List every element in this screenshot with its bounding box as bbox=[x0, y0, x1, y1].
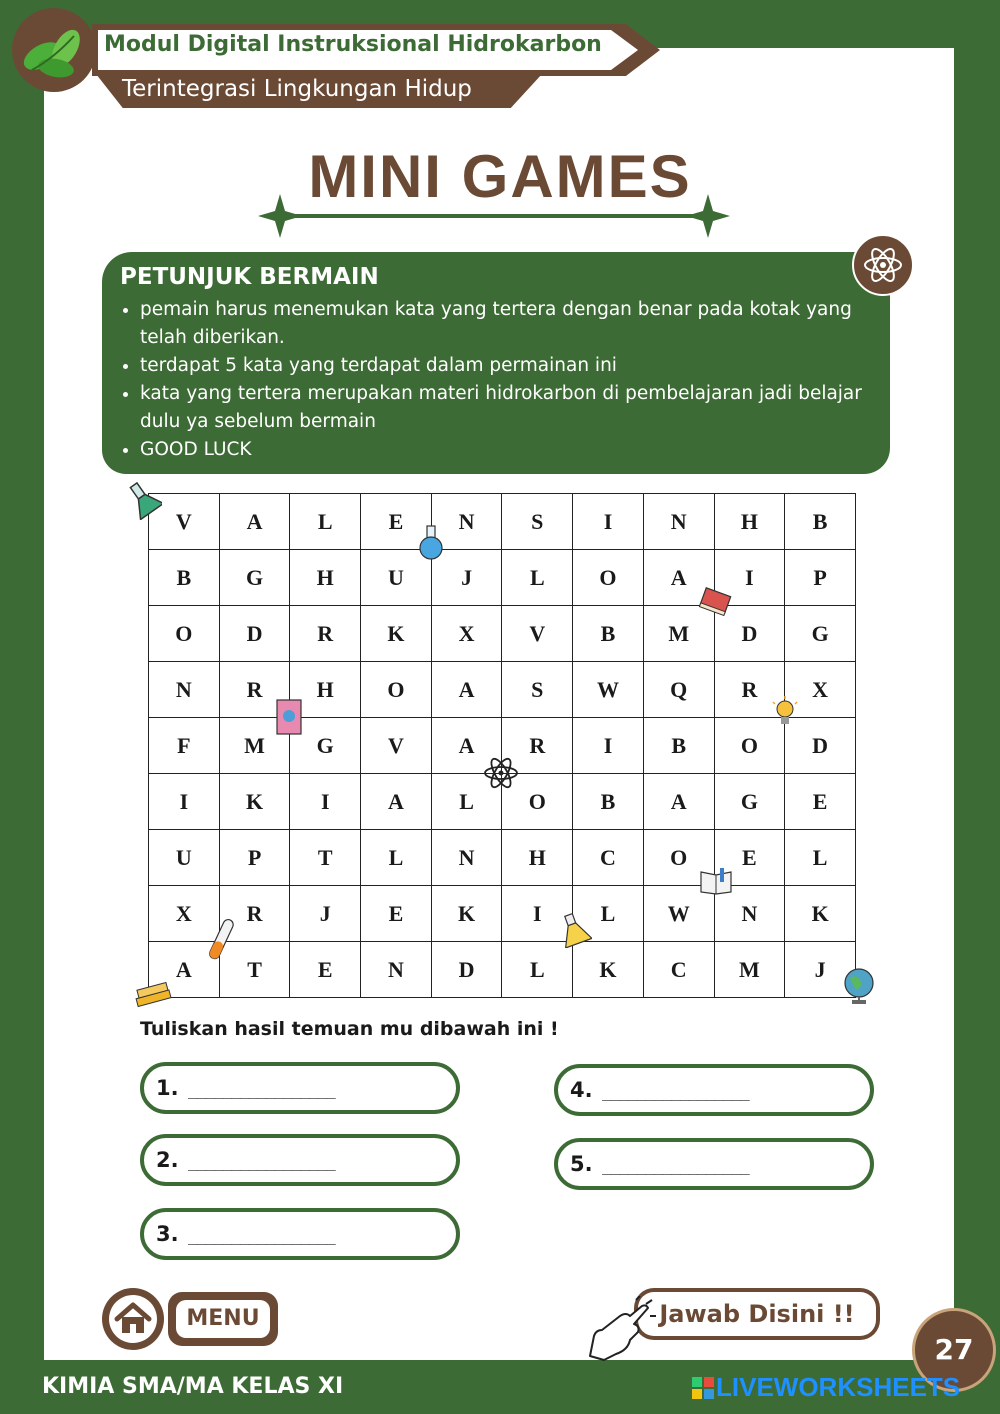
grid-cell[interactable]: W bbox=[643, 886, 714, 942]
module-subtitle: Terintegrasi Lingkungan Hidup bbox=[122, 76, 472, 102]
grid-cell[interactable]: I bbox=[714, 550, 785, 606]
answer-here-label: Jawab Disini !! bbox=[638, 1292, 876, 1336]
grid-cell[interactable]: P bbox=[785, 550, 856, 606]
answer-field-3[interactable] bbox=[140, 1208, 460, 1260]
word-search-grid bbox=[148, 493, 856, 998]
notebook-icon bbox=[274, 698, 304, 736]
grid-cell[interactable]: H bbox=[502, 830, 573, 886]
instructions-panel bbox=[102, 252, 890, 474]
pointing-hand-icon bbox=[580, 1296, 660, 1362]
module-title: Modul Digital Instruksional Hidrokarbon bbox=[104, 32, 602, 57]
home-button-inner bbox=[109, 1295, 157, 1343]
answer-here-button[interactable] bbox=[634, 1288, 880, 1340]
book-icon bbox=[698, 586, 734, 618]
grid-cell[interactable]: I bbox=[290, 774, 361, 830]
instruction-item: • pemain harus menemukan kata yang tertera dengan benar pada kotak yang telah diberikan. bbox=[140, 296, 902, 352]
grid-cell[interactable]: O bbox=[361, 662, 432, 718]
grid-cell[interactable]: G bbox=[290, 718, 361, 774]
grid-row bbox=[149, 494, 856, 550]
grid-cell[interactable]: M bbox=[219, 718, 290, 774]
grid-cell[interactable]: J bbox=[785, 942, 856, 998]
grid-cell[interactable]: K bbox=[219, 774, 290, 830]
instruction-item: • terdapat 5 kata yang terdapat dalam permainan ini bbox=[140, 352, 902, 380]
answer-number: 2. bbox=[156, 1148, 179, 1172]
round-flask-icon bbox=[414, 524, 448, 560]
grid-cell[interactable]: X bbox=[431, 606, 502, 662]
answer-field-1[interactable] bbox=[140, 1062, 460, 1114]
grid-cell[interactable]: H bbox=[290, 662, 361, 718]
instructions-list bbox=[120, 296, 902, 464]
grid-cell[interactable]: D bbox=[785, 718, 856, 774]
title-underline-decoration bbox=[256, 188, 732, 244]
grid-cell[interactable]: P bbox=[219, 830, 290, 886]
grid-cell[interactable]: E bbox=[290, 942, 361, 998]
grid-cell[interactable]: A bbox=[361, 774, 432, 830]
answer-number: 1. bbox=[156, 1076, 179, 1100]
grid-cell[interactable]: L bbox=[502, 550, 573, 606]
grid-cell[interactable]: H bbox=[290, 550, 361, 606]
grid-cell[interactable]: L bbox=[431, 774, 502, 830]
sparkle-icon bbox=[258, 194, 302, 238]
grid-cell[interactable]: A bbox=[643, 774, 714, 830]
grid-cell[interactable]: R bbox=[219, 662, 290, 718]
liveworksheets-text: LIVEWORKSHEETS bbox=[716, 1372, 961, 1402]
grid-cell[interactable]: G bbox=[219, 550, 290, 606]
grid-row bbox=[149, 550, 856, 606]
answer-blank: _________________ bbox=[188, 1226, 335, 1245]
footer-subject: KIMIA SMA/MA KELAS XI bbox=[42, 1374, 344, 1399]
grid-cell[interactable]: O bbox=[502, 774, 573, 830]
atom-icon bbox=[854, 236, 912, 294]
grid-cell[interactable]: N bbox=[431, 830, 502, 886]
liveworksheets-brand bbox=[692, 1372, 960, 1403]
grid-cell[interactable]: K bbox=[361, 606, 432, 662]
grid-cell[interactable]: X bbox=[149, 886, 220, 942]
home-icon bbox=[109, 1295, 157, 1343]
grid-row bbox=[149, 662, 856, 718]
grid-cell[interactable]: M bbox=[643, 606, 714, 662]
grid-cell[interactable]: T bbox=[219, 942, 290, 998]
grid-cell[interactable]: N bbox=[714, 886, 785, 942]
grid-cell[interactable]: X bbox=[785, 662, 856, 718]
grid-cell[interactable]: R bbox=[290, 606, 361, 662]
grid-cell[interactable]: G bbox=[714, 774, 785, 830]
grid-cell[interactable]: B bbox=[573, 774, 644, 830]
grid-cell[interactable]: E bbox=[714, 830, 785, 886]
grid-cell[interactable]: K bbox=[431, 886, 502, 942]
grid-cell[interactable]: D bbox=[714, 606, 785, 662]
grid-cell[interactable]: A bbox=[431, 718, 502, 774]
atom-sticker-icon bbox=[482, 754, 520, 792]
grid-cell[interactable]: V bbox=[502, 606, 573, 662]
grid-cell[interactable]: U bbox=[149, 830, 220, 886]
answer-blank: _________________ bbox=[602, 1156, 749, 1175]
grid-cell[interactable]: O bbox=[643, 830, 714, 886]
grid-cell[interactable]: L bbox=[785, 830, 856, 886]
grid-cell[interactable]: B bbox=[149, 550, 220, 606]
grid-cell[interactable]: E bbox=[785, 774, 856, 830]
answer-blank: _________________ bbox=[188, 1080, 335, 1099]
grid-cell[interactable]: J bbox=[431, 550, 502, 606]
grid-cell[interactable]: I bbox=[149, 774, 220, 830]
instructions-heading: PETUNJUK BERMAIN bbox=[120, 264, 379, 290]
leaf-logo bbox=[12, 8, 96, 92]
grid-cell[interactable]: I bbox=[573, 718, 644, 774]
grid-cell[interactable]: K bbox=[573, 942, 644, 998]
liveworksheets-logo-icon bbox=[692, 1377, 714, 1399]
answer-field-5[interactable] bbox=[554, 1138, 874, 1190]
grid-row bbox=[149, 886, 856, 942]
grid-cell[interactable]: A bbox=[643, 550, 714, 606]
grid-cell[interactable]: M bbox=[714, 942, 785, 998]
grid-cell[interactable]: F bbox=[149, 718, 220, 774]
grid-cell[interactable]: N bbox=[643, 494, 714, 550]
grid-cell[interactable]: O bbox=[573, 550, 644, 606]
conical-flask-icon bbox=[556, 912, 592, 948]
grid-cell[interactable]: W bbox=[573, 662, 644, 718]
answer-blank: _________________ bbox=[188, 1152, 335, 1171]
grid-cell[interactable]: T bbox=[290, 830, 361, 886]
page-title: MINI GAMES bbox=[308, 143, 692, 210]
grid-row bbox=[149, 942, 856, 998]
answer-blank: _________________ bbox=[602, 1082, 749, 1101]
grid-cell[interactable]: U bbox=[361, 550, 432, 606]
grid-cell[interactable]: O bbox=[149, 606, 220, 662]
answer-field-2[interactable] bbox=[140, 1134, 460, 1186]
atom-badge bbox=[852, 234, 914, 296]
answer-prompt: Tuliskan hasil temuan mu dibawah ini ! bbox=[140, 1018, 559, 1040]
instruction-item: • GOOD LUCK bbox=[140, 436, 902, 464]
page-number: 27 bbox=[912, 1308, 996, 1392]
grid-cell[interactable]: L bbox=[573, 886, 644, 942]
grid-cell[interactable]: N bbox=[431, 494, 502, 550]
grid-cell[interactable]: E bbox=[361, 886, 432, 942]
grid-cell[interactable]: C bbox=[573, 830, 644, 886]
menu-button-label: MENU bbox=[176, 1300, 270, 1338]
leaf-icon bbox=[12, 8, 96, 92]
grid-cell[interactable]: R bbox=[502, 718, 573, 774]
grid-cell[interactable]: V bbox=[149, 494, 220, 550]
grid-cell[interactable]: I bbox=[502, 886, 573, 942]
grid-cell[interactable]: B bbox=[573, 606, 644, 662]
flask-icon bbox=[126, 480, 162, 520]
lightbulb-icon bbox=[770, 696, 800, 730]
grid-cell[interactable]: N bbox=[361, 942, 432, 998]
answer-field-4[interactable] bbox=[554, 1064, 874, 1116]
grid-cell[interactable]: C bbox=[643, 942, 714, 998]
test-tube-icon bbox=[206, 914, 236, 966]
grid-row bbox=[149, 606, 856, 662]
answer-number: 4. bbox=[570, 1078, 593, 1102]
grid-cell[interactable]: B bbox=[785, 494, 856, 550]
grid-cell[interactable]: L bbox=[502, 942, 573, 998]
menu-button[interactable] bbox=[168, 1292, 278, 1346]
grid-cell[interactable]: L bbox=[290, 494, 361, 550]
grid-cell[interactable]: J bbox=[290, 886, 361, 942]
answer-number: 3. bbox=[156, 1222, 179, 1246]
grid-cell[interactable]: D bbox=[431, 942, 502, 998]
grid-cell[interactable]: R bbox=[219, 886, 290, 942]
grid-cell[interactable]: B bbox=[643, 718, 714, 774]
home-button[interactable] bbox=[102, 1288, 164, 1350]
grid-cell[interactable]: L bbox=[361, 830, 432, 886]
grid-cell[interactable]: R bbox=[714, 662, 785, 718]
grid-row bbox=[149, 830, 856, 886]
grid-cell[interactable]: V bbox=[361, 718, 432, 774]
grid-cell[interactable]: D bbox=[219, 606, 290, 662]
grid-cell[interactable]: N bbox=[149, 662, 220, 718]
grid-cell[interactable]: A bbox=[431, 662, 502, 718]
grid-cell[interactable]: S bbox=[502, 494, 573, 550]
instruction-item: • kata yang tertera merupakan materi hidrokarbon di pembelajaran jadi belajar dulu ya sebelum bermain bbox=[140, 380, 902, 436]
grid-cell[interactable]: K bbox=[785, 886, 856, 942]
grid-cell[interactable]: Q bbox=[643, 662, 714, 718]
grid-cell[interactable]: A bbox=[219, 494, 290, 550]
grid-cell[interactable]: H bbox=[714, 494, 785, 550]
open-book-icon bbox=[698, 866, 734, 896]
grid-cell[interactable]: S bbox=[502, 662, 573, 718]
grid-cell[interactable]: G bbox=[785, 606, 856, 662]
grid-cell[interactable]: E bbox=[361, 494, 432, 550]
stacked-books-icon bbox=[132, 978, 176, 1014]
grid-cell[interactable]: O bbox=[714, 718, 785, 774]
grid-cell[interactable]: A bbox=[149, 942, 220, 998]
sparkle-icon bbox=[686, 194, 730, 238]
answer-number: 5. bbox=[570, 1152, 593, 1176]
globe-icon bbox=[840, 966, 878, 1008]
grid-cell[interactable]: I bbox=[573, 494, 644, 550]
